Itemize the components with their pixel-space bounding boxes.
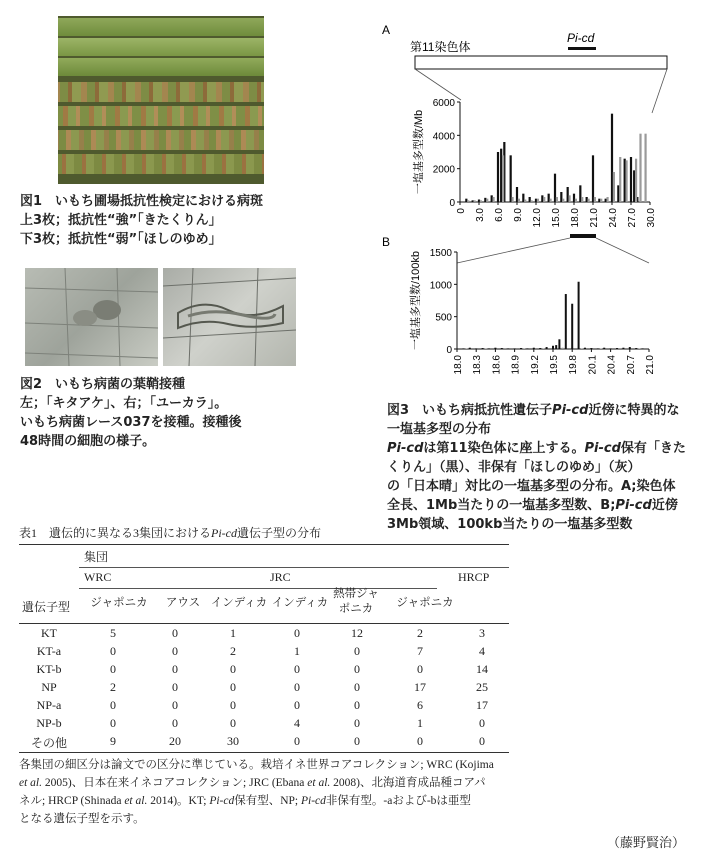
table-subheader: 熱帯ジャ ポニカ bbox=[333, 588, 379, 615]
bar bbox=[625, 160, 627, 202]
bar bbox=[573, 194, 575, 202]
table-cell: 0 bbox=[172, 662, 178, 676]
table-cell: 9 bbox=[110, 734, 116, 748]
fig3-caption-line2: 一塩基多型の分布 bbox=[387, 422, 492, 437]
bar bbox=[598, 199, 600, 202]
bar bbox=[543, 197, 545, 202]
bar bbox=[502, 155, 504, 202]
sheath-cell-photo-right bbox=[163, 268, 296, 366]
table-header-rule bbox=[19, 623, 509, 624]
y-axis-label: 一塩基多型数/Mb bbox=[413, 109, 425, 195]
table-note-text: et al. bbox=[124, 795, 148, 807]
table-note-line bbox=[19, 774, 519, 792]
bar bbox=[466, 348, 468, 349]
bar bbox=[488, 348, 490, 349]
fig2-caption-line: 左；「キタアケ」、右；「ユーカラ」。 bbox=[20, 396, 228, 411]
zoom-line-left bbox=[415, 69, 461, 100]
header-hrcp: HRCP bbox=[458, 570, 490, 584]
bar bbox=[552, 346, 554, 349]
bar bbox=[494, 348, 496, 349]
x-tick-label: 18.0 bbox=[570, 208, 581, 228]
table-cell: 0 bbox=[172, 716, 178, 730]
x-tick-label: 21.0 bbox=[589, 208, 600, 228]
table-cell: 0 bbox=[294, 626, 300, 640]
table-cell: 0 bbox=[172, 626, 178, 640]
table-cell: 2 bbox=[110, 680, 116, 694]
table-cell: 0 bbox=[110, 698, 116, 712]
bar bbox=[642, 348, 644, 349]
table-subheader: インディカ bbox=[271, 597, 329, 609]
bar bbox=[469, 348, 471, 349]
bar bbox=[511, 197, 513, 202]
bar bbox=[500, 149, 502, 202]
table-top-rule bbox=[19, 544, 509, 545]
table-note-text: 2014)。KT; bbox=[147, 795, 210, 807]
table-cell: 0 bbox=[294, 734, 300, 748]
bar bbox=[587, 199, 589, 202]
table-note-text: 非保有型。-aおよび-bは亜型 bbox=[325, 795, 471, 807]
table-note-text: 保有型、NP; bbox=[234, 795, 301, 807]
table-cell: 7 bbox=[417, 644, 423, 658]
fig3-body-text: Pi-cd bbox=[387, 441, 424, 456]
bar bbox=[549, 199, 551, 202]
bar bbox=[600, 199, 602, 202]
table-cell: 1 bbox=[294, 644, 300, 658]
bar bbox=[530, 200, 532, 202]
bar bbox=[486, 199, 488, 202]
bar bbox=[510, 155, 512, 202]
header-genotype: 遺伝子型 bbox=[22, 600, 71, 614]
table-cell: 0 bbox=[479, 716, 485, 730]
table-cell: 0 bbox=[172, 644, 178, 658]
panel-a-label: A bbox=[382, 23, 391, 37]
bar bbox=[462, 348, 464, 349]
fig1-caption-line: 下3枚；抵抗性“弱”「ほしのゆめ」 bbox=[20, 232, 222, 247]
table-cell: 2 bbox=[230, 644, 236, 658]
table-cell: 0 bbox=[417, 734, 423, 748]
x-tick-label: 20.4 bbox=[606, 355, 618, 375]
bar bbox=[533, 348, 535, 349]
bar bbox=[485, 348, 487, 349]
bar bbox=[635, 348, 637, 349]
table-cell: 0 bbox=[110, 662, 116, 676]
table-cell: 0 bbox=[354, 716, 360, 730]
x-tick-label: 18.0 bbox=[453, 355, 464, 375]
chromosome-bar bbox=[415, 56, 667, 69]
y-tick-label: 4000 bbox=[432, 131, 455, 143]
table-note-text: 2008)、北海道育成品種コアパ bbox=[330, 777, 486, 789]
y-tick-label: 1000 bbox=[429, 280, 452, 292]
bar bbox=[516, 187, 518, 202]
bar bbox=[541, 195, 543, 202]
leaf-lesion-photo bbox=[58, 16, 264, 184]
bar bbox=[622, 348, 624, 349]
fig3-body-text: 保有「きた bbox=[620, 441, 686, 456]
bar bbox=[603, 348, 605, 349]
table-note-text: et al. bbox=[19, 777, 42, 789]
x-tick-label: 20.1 bbox=[587, 355, 599, 375]
bar bbox=[482, 348, 484, 349]
table-cell: 3 bbox=[479, 626, 485, 640]
bar bbox=[644, 134, 646, 202]
table-title-post: 遺伝子型の分布 bbox=[237, 526, 322, 540]
y-tick-label: 2000 bbox=[432, 164, 455, 176]
bar bbox=[555, 345, 557, 349]
table-cell: 2 bbox=[417, 626, 423, 640]
fig3-body-text: 全長、1Mb当たりの一塩基多型数、B; bbox=[387, 498, 616, 513]
table-cell: 0 bbox=[354, 680, 360, 694]
bar bbox=[567, 187, 569, 202]
table-cell: 0 bbox=[354, 644, 360, 658]
bar bbox=[633, 170, 635, 202]
fig3-body-text: Pi-cd bbox=[584, 441, 621, 456]
bar bbox=[467, 200, 469, 202]
chart-a bbox=[411, 98, 657, 227]
table-cell: 17 bbox=[414, 680, 426, 694]
header-group: 集団 bbox=[84, 550, 109, 564]
fig3-caption-body bbox=[387, 439, 697, 534]
x-tick-label: 30.0 bbox=[646, 208, 657, 228]
y-tick-label: 500 bbox=[435, 312, 452, 324]
fig3-title-gene: Pi-cd bbox=[552, 403, 589, 418]
bar bbox=[554, 174, 556, 202]
fig3-body-line bbox=[387, 439, 697, 458]
genotype-cell: KT-a bbox=[36, 644, 62, 658]
bar bbox=[492, 197, 494, 202]
table-cell: 0 bbox=[110, 716, 116, 730]
fig3-body-text: Pi-cd bbox=[615, 498, 652, 513]
bar bbox=[592, 155, 594, 202]
fig3-body-line bbox=[387, 458, 697, 477]
cell-wall-pattern-right bbox=[163, 268, 296, 366]
x-tick-label: 18.3 bbox=[472, 355, 484, 375]
genotype-cell: NP-b bbox=[36, 716, 62, 730]
x-tick-label: 18.6 bbox=[491, 355, 503, 375]
table-note-line bbox=[19, 756, 519, 774]
table-cell: 4 bbox=[294, 716, 300, 730]
table-cell: 20 bbox=[169, 734, 181, 748]
bar bbox=[613, 172, 615, 202]
bar bbox=[546, 347, 548, 349]
x-tick-label: 9.0 bbox=[513, 208, 524, 222]
bar bbox=[568, 195, 570, 202]
fig3-caption-title bbox=[387, 401, 697, 420]
y-tick-label: 0 bbox=[449, 198, 455, 209]
gene-position-marker bbox=[568, 47, 596, 50]
x-tick-label: 20.7 bbox=[625, 355, 637, 375]
table-cell: 17 bbox=[476, 698, 488, 712]
table-title bbox=[19, 524, 321, 541]
bar bbox=[465, 199, 467, 202]
bar bbox=[535, 199, 537, 202]
table-note bbox=[19, 756, 519, 828]
bar bbox=[491, 195, 493, 202]
genotype-cell: NP-a bbox=[36, 698, 62, 712]
table-note-text: ネル; HRCP (Shinada bbox=[19, 795, 125, 807]
x-tick-label: 19.5 bbox=[549, 355, 560, 375]
fig1-caption bbox=[20, 192, 263, 249]
x-tick-label: 24.0 bbox=[608, 208, 619, 228]
table-cell: 0 bbox=[354, 662, 360, 676]
bar bbox=[571, 304, 573, 349]
header-wrc: WRC bbox=[84, 570, 112, 584]
bar bbox=[635, 159, 637, 202]
zoom-line-b-left bbox=[457, 238, 570, 263]
bar bbox=[606, 197, 608, 202]
chromosome-label: 第11染色体 bbox=[410, 40, 471, 54]
bar bbox=[537, 199, 539, 202]
bar bbox=[548, 194, 550, 202]
bar bbox=[560, 192, 562, 202]
y-axis-label: 一塩基多型数/100kb bbox=[410, 250, 422, 351]
sheath-cell-photo-left bbox=[25, 268, 158, 366]
table-note-line bbox=[19, 810, 519, 828]
bar bbox=[578, 282, 580, 349]
table-cell: 14 bbox=[476, 662, 488, 676]
table-cell: 5 bbox=[110, 626, 116, 640]
fig3-title-post: 近傍に特異的な bbox=[588, 403, 680, 418]
bar bbox=[586, 197, 588, 202]
bar bbox=[504, 348, 506, 349]
table-subheader: ジャポニカ bbox=[90, 597, 148, 609]
table-cell: 0 bbox=[230, 662, 236, 676]
table-title-gene: Pi-cd bbox=[211, 526, 238, 540]
bar bbox=[514, 348, 516, 349]
bar bbox=[600, 348, 602, 349]
fig3-body-text: は第11染色体に座上する。 bbox=[423, 441, 585, 456]
bar bbox=[558, 339, 560, 349]
genotype-cell: その他 bbox=[30, 736, 67, 750]
bar bbox=[501, 348, 503, 349]
bar bbox=[624, 159, 626, 202]
table-note-line bbox=[19, 792, 519, 810]
bar bbox=[507, 348, 509, 349]
fig3-body-line bbox=[387, 477, 697, 496]
bar bbox=[584, 348, 586, 349]
bar bbox=[484, 198, 486, 202]
fig1-caption-line: 図1 いもち圃場抵抗性検定における病斑 bbox=[20, 194, 264, 209]
x-tick-label: 3.0 bbox=[475, 208, 486, 222]
genotype-cell: KT bbox=[41, 626, 57, 640]
table-bottom-rule bbox=[19, 752, 509, 753]
bar bbox=[473, 200, 475, 202]
x-tick-label: 0 bbox=[456, 208, 467, 214]
fig3-body-text: 3Mb領域、100kb当たりの一塩基多型数 bbox=[387, 517, 633, 532]
table-cell: 25 bbox=[476, 680, 488, 694]
fig3-body-line bbox=[387, 496, 697, 515]
table-cell: 0 bbox=[294, 698, 300, 712]
zoom-line-right bbox=[652, 69, 667, 113]
x-tick-label: 19.2 bbox=[529, 355, 541, 375]
bar bbox=[619, 348, 621, 349]
table-cell: 0 bbox=[479, 734, 485, 748]
table-title-pre: 表1 遺伝的に異なる3集団における bbox=[19, 526, 212, 540]
fig3-chart bbox=[360, 15, 690, 387]
chart-b bbox=[408, 248, 656, 374]
bar bbox=[605, 199, 607, 202]
fig3-caption bbox=[387, 401, 697, 534]
bar bbox=[562, 348, 564, 349]
panel-b-label: B bbox=[382, 235, 391, 249]
fig3-body-line bbox=[387, 515, 697, 534]
x-tick-label: 6.0 bbox=[494, 208, 505, 222]
table-cell: 0 bbox=[230, 680, 236, 694]
bar bbox=[523, 348, 525, 349]
bar bbox=[518, 199, 520, 202]
x-tick-label: 21.0 bbox=[645, 355, 656, 375]
bar bbox=[565, 294, 567, 349]
bar bbox=[581, 197, 583, 202]
table-cell: 0 bbox=[417, 662, 423, 676]
bar bbox=[472, 200, 474, 202]
table-subheader: ジャポニカ bbox=[396, 597, 454, 609]
genotype-cell: NP bbox=[41, 680, 57, 694]
table-cell: 0 bbox=[294, 662, 300, 676]
bar bbox=[616, 348, 618, 349]
bar bbox=[478, 200, 480, 203]
bar bbox=[619, 157, 621, 202]
y-tick-label: 6000 bbox=[432, 98, 455, 109]
table-note-text: Pi-cd bbox=[209, 795, 235, 807]
x-tick-label: 27.0 bbox=[627, 208, 638, 228]
bar bbox=[556, 197, 558, 202]
fig3-body-text: 近傍 bbox=[651, 498, 678, 513]
fig2-caption-line: 図2 いもち病菌の葉鞘接種 bbox=[20, 377, 186, 392]
y-tick-label: 0 bbox=[446, 345, 452, 356]
table-note-text: Pi-cd bbox=[301, 795, 326, 807]
bar bbox=[542, 348, 544, 349]
table-cell: 0 bbox=[354, 698, 360, 712]
bar bbox=[590, 348, 592, 349]
bar bbox=[562, 199, 564, 202]
x-tick-label: 19.8 bbox=[568, 355, 580, 375]
bar bbox=[630, 157, 632, 202]
x-tick-label: 18.9 bbox=[510, 355, 522, 375]
table-cell: 0 bbox=[172, 698, 178, 712]
bar bbox=[497, 152, 499, 202]
table-cell: 0 bbox=[230, 698, 236, 712]
y-tick-label: 1500 bbox=[429, 248, 452, 259]
bar bbox=[579, 185, 581, 202]
bar bbox=[597, 348, 599, 349]
table-cell: 1 bbox=[417, 716, 423, 730]
genotype-cell: KT-b bbox=[36, 662, 62, 676]
fig1-caption-line: 上3枚；抵抗性“強”「きたくりん」 bbox=[20, 213, 222, 228]
table-cell: 1 bbox=[230, 626, 236, 640]
fig3-body-text: くりん」（黒）、非保有「ほしのゆめ」（灰） bbox=[387, 460, 641, 475]
table-note-text: 2005)、日本在来イネコアコレクション; JRC (Ebana bbox=[42, 777, 308, 789]
bar bbox=[611, 114, 613, 202]
table-cell: 0 bbox=[230, 716, 236, 730]
pi-cd-region-marker bbox=[570, 234, 596, 238]
cell-wall-pattern-left bbox=[25, 268, 158, 366]
bar bbox=[629, 347, 631, 349]
bar bbox=[539, 348, 541, 349]
fig2-caption bbox=[20, 375, 242, 451]
table-subheader: アウス bbox=[165, 597, 201, 609]
bar bbox=[581, 348, 583, 349]
bar bbox=[575, 199, 577, 202]
bar bbox=[524, 200, 526, 203]
table-cell: 0 bbox=[354, 734, 360, 748]
table-cell: 0 bbox=[294, 680, 300, 694]
fig2-caption-line: 48時間の細胞の様子。 bbox=[20, 434, 156, 449]
bar bbox=[639, 134, 641, 202]
table-cell: 12 bbox=[351, 626, 363, 640]
x-tick-label: 15.0 bbox=[551, 208, 562, 228]
table-note-text: 各集団の細区分は論文での区分に準じている。栽培イネ世界コアコレクション; WRC (Kojima bbox=[19, 759, 494, 771]
bar bbox=[475, 348, 477, 349]
table-note-text: となる遺伝子型を示す。 bbox=[19, 813, 145, 825]
table-group-rule bbox=[79, 567, 509, 568]
header-jrc: JRC bbox=[270, 570, 291, 584]
bar bbox=[526, 348, 528, 349]
bar bbox=[610, 348, 612, 349]
zoom-line-b-right bbox=[596, 238, 649, 263]
x-tick-label: 12.0 bbox=[532, 208, 543, 228]
table-subheader: インディカ bbox=[210, 597, 268, 609]
bar bbox=[617, 185, 619, 202]
table-cell: 30 bbox=[227, 734, 239, 748]
fig3-body-text: の「日本晴」対比の一塩基多型の分布。A;染色体 bbox=[387, 479, 676, 494]
table-cell: 4 bbox=[479, 644, 485, 658]
gene-label: Pi-cd bbox=[567, 31, 595, 45]
bar bbox=[594, 197, 596, 202]
fig2-caption-line: いもち病菌レース037を接種。接種後 bbox=[20, 415, 242, 430]
bar bbox=[522, 194, 524, 202]
bar bbox=[529, 197, 531, 202]
author: （藤野賢治） bbox=[607, 836, 686, 851]
bar bbox=[480, 200, 482, 202]
bar bbox=[638, 348, 640, 349]
table-cell: 0 bbox=[172, 680, 178, 694]
fig3-title-pre: 図3 いもち病抵抗性遺伝子 bbox=[387, 403, 553, 418]
table-cell: 0 bbox=[110, 644, 116, 658]
table-cell: 6 bbox=[417, 698, 423, 712]
table-note-text: et al. bbox=[307, 777, 331, 789]
bar bbox=[520, 348, 522, 349]
